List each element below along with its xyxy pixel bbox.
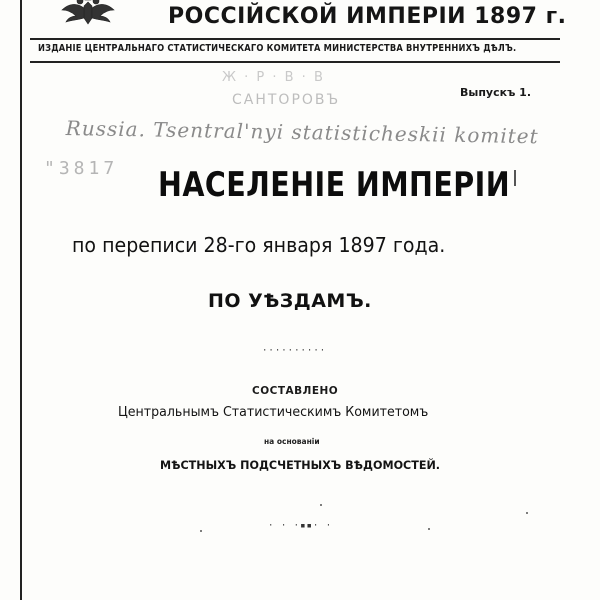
sources-line: МѢСТНЫХЪ ПОДСЧЕТНЫХЪ ВѢДОМОСТЕЙ.: [160, 458, 441, 472]
header-bottom-rule: [30, 61, 560, 63]
speck: [526, 512, 528, 514]
issue-label: Выпускъ 1.: [460, 86, 532, 99]
library-stamp-line-2: САНТОРОВЪ: [232, 92, 341, 108]
double-headed-eagle-emblem-icon: [58, 0, 118, 30]
speck: [428, 528, 430, 530]
compiled-label: СОСТАВЛЕНО: [252, 385, 339, 397]
ornamental-divider: ··········: [262, 346, 327, 356]
header-title: РОССІЙСКОЙ ИМПЕРІИ 1897 г.: [168, 4, 567, 29]
main-title: НАСЕЛЕНІЕ ИМПЕРІИ: [158, 165, 511, 205]
library-stamp-line-1: Ж · Р · В · В: [222, 70, 325, 85]
header-top-rule: [30, 38, 560, 40]
publisher-line: ИЗДАНІЕ ЦЕНТРАЛЬНАГО СТАТИСТИЧЕСКАГО КОМИТЕТА МИНИСТЕРСТВА ВНУТРЕННИХЪ ДѢЛЪ.: [38, 43, 517, 54]
speck: [200, 530, 202, 532]
speck: [320, 504, 322, 506]
basis-label: на основаніи: [264, 437, 320, 446]
census-date-line: по переписи 28-го января 1897 года.: [72, 233, 446, 257]
shelf-mark: "3817: [44, 158, 119, 179]
handwritten-catalog-note: Russia. Tsentral'nyi statisticheskii komitet: [65, 116, 539, 149]
stray-mark: [514, 170, 516, 186]
ornamental-divider-bottom: · · ·▪▪· ·: [268, 521, 333, 531]
by-uyezds-heading: ПО УѢЗДАМЪ.: [208, 290, 372, 312]
committee-line: Центральнымъ Статистическимъ Комитетомъ: [118, 405, 429, 420]
left-margin-rule: [20, 0, 22, 600]
